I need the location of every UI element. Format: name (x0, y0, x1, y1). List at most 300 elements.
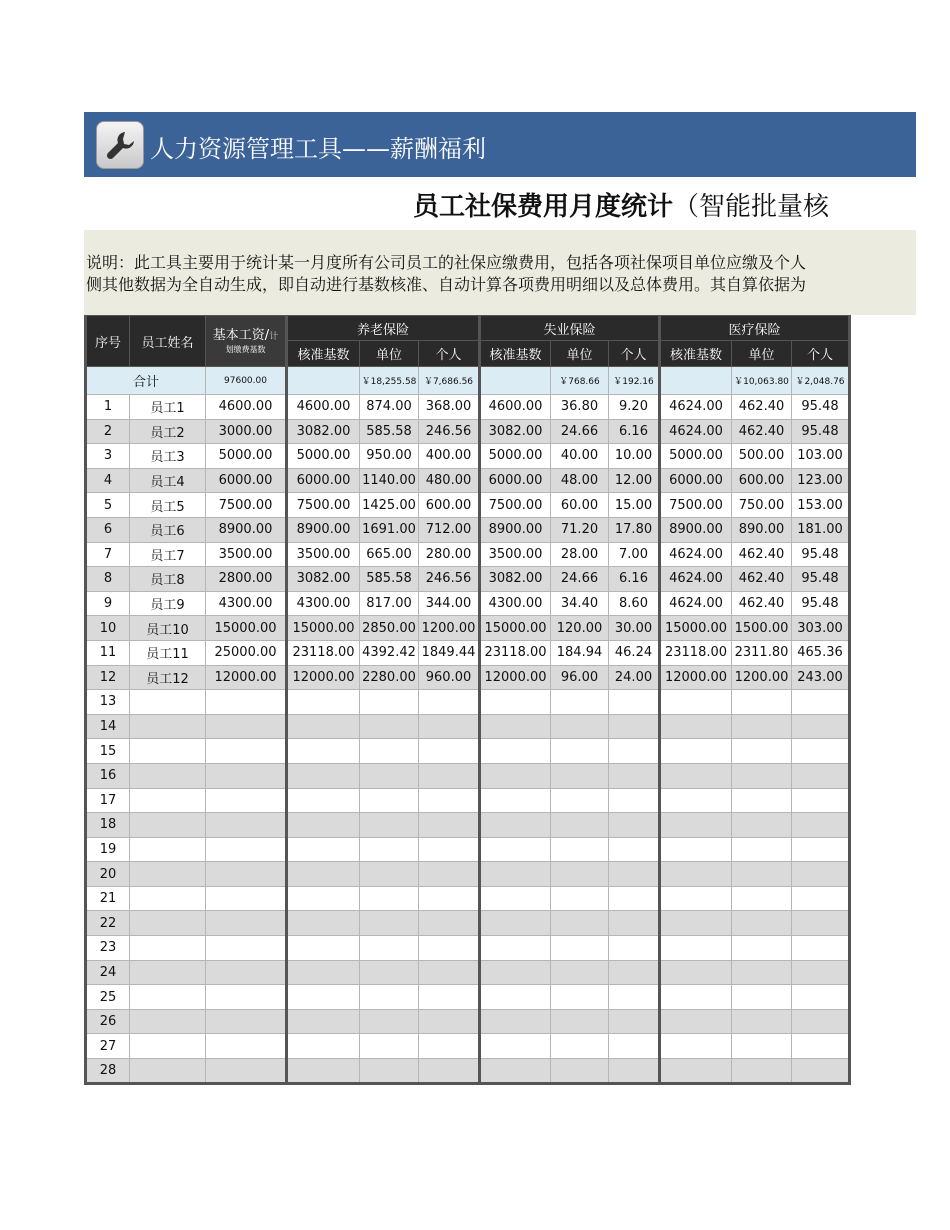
total-unemployment-personal[interactable]: ￥192.16 (609, 367, 660, 395)
cell-pension-base[interactable] (287, 788, 360, 813)
cell-pension-base[interactable]: 15000.00 (287, 616, 360, 641)
cell-pension-base[interactable] (287, 1034, 360, 1059)
cell-salary-base[interactable] (206, 1009, 287, 1034)
cell-name[interactable]: 员工10 (130, 616, 206, 641)
cell-pension-unit[interactable]: 1691.00 (360, 517, 419, 542)
cell-medical-base[interactable] (660, 936, 732, 961)
cell-medical-unit[interactable] (732, 886, 792, 911)
cell-seq[interactable]: 3 (86, 444, 130, 469)
cell-unemployment-base[interactable] (480, 960, 551, 985)
cell-pension-personal[interactable] (419, 985, 480, 1010)
cell-pension-personal[interactable] (419, 862, 480, 887)
cell-pension-unit[interactable] (360, 813, 419, 838)
cell-seq[interactable]: 11 (86, 640, 130, 665)
cell-medical-personal[interactable] (792, 1059, 850, 1084)
cell-pension-base[interactable]: 12000.00 (287, 665, 360, 690)
cell-medical-personal[interactable] (792, 886, 850, 911)
cell-unemployment-unit[interactable]: 34.40 (551, 591, 609, 616)
cell-unemployment-base[interactable]: 8900.00 (480, 517, 551, 542)
cell-seq[interactable]: 16 (86, 763, 130, 788)
cell-pension-base[interactable]: 23118.00 (287, 640, 360, 665)
cell-unemployment-personal[interactable] (609, 936, 660, 961)
cell-salary-base[interactable]: 12000.00 (206, 665, 287, 690)
cell-medical-unit[interactable]: 462.40 (732, 567, 792, 592)
cell-medical-base[interactable] (660, 714, 732, 739)
cell-medical-personal[interactable] (792, 936, 850, 961)
cell-unemployment-base[interactable]: 3082.00 (480, 567, 551, 592)
cell-seq[interactable]: 28 (86, 1059, 130, 1084)
cell-medical-base[interactable]: 23118.00 (660, 640, 732, 665)
cell-pension-personal[interactable] (419, 886, 480, 911)
cell-pension-unit[interactable]: 950.00 (360, 444, 419, 469)
cell-unemployment-unit[interactable]: 48.00 (551, 468, 609, 493)
cell-seq[interactable]: 22 (86, 911, 130, 936)
cell-medical-personal[interactable]: 123.00 (792, 468, 850, 493)
cell-unemployment-personal[interactable]: 10.00 (609, 444, 660, 469)
cell-unemployment-base[interactable] (480, 862, 551, 887)
cell-unemployment-personal[interactable] (609, 886, 660, 911)
cell-pension-base[interactable] (287, 985, 360, 1010)
cell-pension-base[interactable]: 3082.00 (287, 419, 360, 444)
cell-salary-base[interactable] (206, 788, 287, 813)
cell-unemployment-personal[interactable] (609, 763, 660, 788)
cell-salary-base[interactable] (206, 714, 287, 739)
total-medical-unit[interactable]: ￥10,063.80 (732, 367, 792, 395)
cell-unemployment-base[interactable] (480, 690, 551, 715)
cell-pension-unit[interactable] (360, 837, 419, 862)
cell-pension-unit[interactable] (360, 886, 419, 911)
cell-medical-unit[interactable] (732, 739, 792, 764)
cell-medical-unit[interactable]: 1200.00 (732, 665, 792, 690)
total-medical-personal[interactable]: ￥2,048.76 (792, 367, 850, 395)
cell-pension-base[interactable]: 4300.00 (287, 591, 360, 616)
cell-medical-unit[interactable] (732, 788, 792, 813)
cell-medical-base[interactable] (660, 886, 732, 911)
cell-unemployment-base[interactable] (480, 788, 551, 813)
cell-seq[interactable]: 5 (86, 493, 130, 518)
cell-unemployment-personal[interactable] (609, 837, 660, 862)
cell-unemployment-unit[interactable]: 28.00 (551, 542, 609, 567)
cell-seq[interactable]: 21 (86, 886, 130, 911)
cell-salary-base[interactable] (206, 690, 287, 715)
cell-unemployment-personal[interactable]: 24.00 (609, 665, 660, 690)
cell-medical-personal[interactable] (792, 985, 850, 1010)
cell-medical-base[interactable]: 4624.00 (660, 419, 732, 444)
cell-seq[interactable]: 14 (86, 714, 130, 739)
cell-pension-unit[interactable] (360, 739, 419, 764)
cell-seq[interactable]: 10 (86, 616, 130, 641)
cell-unemployment-unit[interactable] (551, 911, 609, 936)
cell-pension-base[interactable] (287, 911, 360, 936)
cell-unemployment-personal[interactable] (609, 714, 660, 739)
total-pension-personal[interactable]: ￥7,686.56 (419, 367, 480, 395)
cell-unemployment-personal[interactable] (609, 690, 660, 715)
cell-medical-base[interactable] (660, 985, 732, 1010)
cell-name[interactable]: 员工7 (130, 542, 206, 567)
cell-pension-base[interactable]: 6000.00 (287, 468, 360, 493)
cell-medical-base[interactable]: 6000.00 (660, 468, 732, 493)
cell-name[interactable] (130, 936, 206, 961)
cell-medical-personal[interactable] (792, 1034, 850, 1059)
cell-medical-base[interactable]: 8900.00 (660, 517, 732, 542)
cell-unemployment-base[interactable] (480, 1009, 551, 1034)
cell-seq[interactable]: 19 (86, 837, 130, 862)
cell-pension-unit[interactable] (360, 763, 419, 788)
cell-name[interactable]: 员工1 (130, 395, 206, 420)
cell-medical-personal[interactable] (792, 788, 850, 813)
cell-salary-base[interactable] (206, 960, 287, 985)
total-base[interactable]: 97600.00 (206, 367, 287, 395)
cell-pension-base[interactable] (287, 1009, 360, 1034)
cell-pension-personal[interactable] (419, 813, 480, 838)
cell-name[interactable]: 员工6 (130, 517, 206, 542)
cell-name[interactable] (130, 763, 206, 788)
cell-unemployment-personal[interactable] (609, 1034, 660, 1059)
cell-medical-base[interactable]: 4624.00 (660, 591, 732, 616)
total-pension-unit[interactable]: ￥18,255.58 (360, 367, 419, 395)
cell-name[interactable] (130, 837, 206, 862)
cell-salary-base[interactable]: 6000.00 (206, 468, 287, 493)
cell-pension-unit[interactable] (360, 960, 419, 985)
cell-unemployment-base[interactable] (480, 1034, 551, 1059)
cell-unemployment-base[interactable]: 6000.00 (480, 468, 551, 493)
cell-name[interactable]: 员工9 (130, 591, 206, 616)
cell-unemployment-unit[interactable]: 96.00 (551, 665, 609, 690)
cell-unemployment-personal[interactable] (609, 862, 660, 887)
cell-medical-base[interactable]: 7500.00 (660, 493, 732, 518)
cell-unemployment-base[interactable]: 5000.00 (480, 444, 551, 469)
cell-salary-base[interactable] (206, 886, 287, 911)
cell-unemployment-unit[interactable] (551, 886, 609, 911)
cell-salary-base[interactable] (206, 813, 287, 838)
cell-salary-base[interactable] (206, 1059, 287, 1084)
cell-unemployment-personal[interactable]: 12.00 (609, 468, 660, 493)
cell-unemployment-personal[interactable]: 6.16 (609, 419, 660, 444)
cell-medical-base[interactable]: 4624.00 (660, 395, 732, 420)
cell-name[interactable]: 员工5 (130, 493, 206, 518)
cell-unemployment-base[interactable]: 4600.00 (480, 395, 551, 420)
cell-pension-personal[interactable] (419, 690, 480, 715)
cell-unemployment-unit[interactable] (551, 1059, 609, 1084)
cell-name[interactable]: 员工3 (130, 444, 206, 469)
cell-salary-base[interactable]: 4600.00 (206, 395, 287, 420)
cell-pension-base[interactable] (287, 837, 360, 862)
cell-pension-personal[interactable] (419, 837, 480, 862)
cell-name[interactable] (130, 862, 206, 887)
cell-unemployment-unit[interactable] (551, 1009, 609, 1034)
cell-medical-base[interactable] (660, 1034, 732, 1059)
cell-unemployment-personal[interactable] (609, 985, 660, 1010)
cell-pension-unit[interactable]: 817.00 (360, 591, 419, 616)
cell-pension-personal[interactable] (419, 1059, 480, 1084)
cell-salary-base[interactable]: 3000.00 (206, 419, 287, 444)
cell-salary-base[interactable] (206, 936, 287, 961)
cell-name[interactable] (130, 1059, 206, 1084)
cell-medical-base[interactable]: 5000.00 (660, 444, 732, 469)
cell-medical-unit[interactable]: 600.00 (732, 468, 792, 493)
cell-unemployment-unit[interactable] (551, 985, 609, 1010)
cell-pension-unit[interactable]: 585.58 (360, 567, 419, 592)
cell-salary-base[interactable] (206, 763, 287, 788)
cell-unemployment-unit[interactable]: 120.00 (551, 616, 609, 641)
cell-salary-base[interactable]: 4300.00 (206, 591, 287, 616)
cell-pension-unit[interactable]: 2850.00 (360, 616, 419, 641)
cell-unemployment-personal[interactable]: 30.00 (609, 616, 660, 641)
cell-unemployment-personal[interactable]: 46.24 (609, 640, 660, 665)
cell-salary-base[interactable] (206, 1034, 287, 1059)
cell-salary-base[interactable]: 3500.00 (206, 542, 287, 567)
cell-salary-base[interactable]: 25000.00 (206, 640, 287, 665)
cell-seq[interactable]: 18 (86, 813, 130, 838)
cell-pension-base[interactable]: 5000.00 (287, 444, 360, 469)
cell-unemployment-base[interactable]: 7500.00 (480, 493, 551, 518)
cell-medical-base[interactable] (660, 813, 732, 838)
cell-pension-personal[interactable] (419, 1034, 480, 1059)
cell-pension-unit[interactable] (360, 690, 419, 715)
cell-pension-base[interactable] (287, 813, 360, 838)
cell-medical-base[interactable]: 4624.00 (660, 567, 732, 592)
cell-medical-unit[interactable] (732, 985, 792, 1010)
cell-unemployment-unit[interactable] (551, 739, 609, 764)
cell-name[interactable] (130, 985, 206, 1010)
cell-pension-personal[interactable]: 344.00 (419, 591, 480, 616)
cell-pension-unit[interactable]: 1140.00 (360, 468, 419, 493)
cell-pension-unit[interactable] (360, 714, 419, 739)
cell-unemployment-base[interactable] (480, 813, 551, 838)
cell-pension-base[interactable] (287, 1059, 360, 1084)
cell-pension-base[interactable]: 3082.00 (287, 567, 360, 592)
cell-medical-unit[interactable]: 1500.00 (732, 616, 792, 641)
cell-medical-personal[interactable]: 181.00 (792, 517, 850, 542)
cell-unemployment-personal[interactable]: 6.16 (609, 567, 660, 592)
cell-name[interactable] (130, 960, 206, 985)
cell-unemployment-unit[interactable] (551, 690, 609, 715)
cell-medical-unit[interactable] (732, 763, 792, 788)
cell-pension-personal[interactable]: 280.00 (419, 542, 480, 567)
cell-medical-base[interactable] (660, 690, 732, 715)
cell-unemployment-unit[interactable] (551, 1034, 609, 1059)
cell-medical-base[interactable] (660, 1009, 732, 1034)
cell-unemployment-unit[interactable] (551, 788, 609, 813)
cell-unemployment-base[interactable]: 4300.00 (480, 591, 551, 616)
cell-pension-unit[interactable]: 665.00 (360, 542, 419, 567)
cell-pension-personal[interactable]: 600.00 (419, 493, 480, 518)
cell-unemployment-base[interactable] (480, 714, 551, 739)
cell-medical-base[interactable] (660, 862, 732, 887)
cell-pension-personal[interactable]: 246.56 (419, 567, 480, 592)
cell-medical-personal[interactable]: 95.48 (792, 419, 850, 444)
cell-medical-personal[interactable] (792, 862, 850, 887)
cell-unemployment-personal[interactable] (609, 788, 660, 813)
cell-medical-base[interactable] (660, 763, 732, 788)
cell-pension-unit[interactable]: 2280.00 (360, 665, 419, 690)
cell-pension-base[interactable] (287, 763, 360, 788)
cell-medical-unit[interactable]: 2311.80 (732, 640, 792, 665)
cell-pension-base[interactable] (287, 936, 360, 961)
cell-medical-personal[interactable]: 95.48 (792, 542, 850, 567)
cell-medical-personal[interactable] (792, 837, 850, 862)
cell-unemployment-base[interactable] (480, 985, 551, 1010)
cell-pension-personal[interactable] (419, 788, 480, 813)
cell-medical-personal[interactable] (792, 714, 850, 739)
cell-pension-personal[interactable] (419, 936, 480, 961)
cell-pension-personal[interactable]: 712.00 (419, 517, 480, 542)
cell-pension-base[interactable] (287, 886, 360, 911)
cell-name[interactable] (130, 739, 206, 764)
cell-pension-base[interactable]: 3500.00 (287, 542, 360, 567)
cell-name[interactable]: 员工8 (130, 567, 206, 592)
cell-unemployment-base[interactable]: 15000.00 (480, 616, 551, 641)
cell-unemployment-personal[interactable] (609, 739, 660, 764)
cell-unemployment-base[interactable]: 23118.00 (480, 640, 551, 665)
cell-medical-base[interactable]: 12000.00 (660, 665, 732, 690)
cell-salary-base[interactable] (206, 985, 287, 1010)
cell-salary-base[interactable] (206, 911, 287, 936)
cell-medical-base[interactable]: 15000.00 (660, 616, 732, 641)
cell-medical-unit[interactable]: 462.40 (732, 542, 792, 567)
cell-pension-personal[interactable]: 480.00 (419, 468, 480, 493)
cell-medical-personal[interactable]: 303.00 (792, 616, 850, 641)
cell-medical-personal[interactable]: 95.48 (792, 395, 850, 420)
cell-medical-personal[interactable] (792, 1009, 850, 1034)
cell-seq[interactable]: 24 (86, 960, 130, 985)
cell-name[interactable] (130, 911, 206, 936)
cell-medical-personal[interactable]: 465.36 (792, 640, 850, 665)
cell-seq[interactable]: 12 (86, 665, 130, 690)
cell-pension-personal[interactable] (419, 960, 480, 985)
cell-medical-personal[interactable]: 243.00 (792, 665, 850, 690)
cell-medical-personal[interactable] (792, 690, 850, 715)
cell-pension-unit[interactable] (360, 862, 419, 887)
cell-unemployment-personal[interactable] (609, 1059, 660, 1084)
cell-seq[interactable]: 23 (86, 936, 130, 961)
cell-name[interactable]: 员工2 (130, 419, 206, 444)
cell-seq[interactable]: 26 (86, 1009, 130, 1034)
cell-unemployment-unit[interactable] (551, 813, 609, 838)
cell-pension-base[interactable] (287, 690, 360, 715)
cell-seq[interactable]: 2 (86, 419, 130, 444)
cell-pension-base[interactable]: 4600.00 (287, 395, 360, 420)
total-label[interactable]: 合计 (86, 367, 206, 395)
cell-pension-base[interactable] (287, 862, 360, 887)
cell-pension-base[interactable] (287, 960, 360, 985)
cell-medical-base[interactable]: 4624.00 (660, 542, 732, 567)
cell-salary-base[interactable] (206, 837, 287, 862)
cell-medical-base[interactable] (660, 960, 732, 985)
cell-unemployment-personal[interactable]: 17.80 (609, 517, 660, 542)
cell-name[interactable] (130, 1009, 206, 1034)
cell-unemployment-base[interactable] (480, 763, 551, 788)
cell-medical-unit[interactable] (732, 1009, 792, 1034)
cell-medical-personal[interactable] (792, 813, 850, 838)
cell-unemployment-personal[interactable]: 7.00 (609, 542, 660, 567)
cell-unemployment-base[interactable] (480, 837, 551, 862)
cell-medical-unit[interactable]: 750.00 (732, 493, 792, 518)
cell-medical-unit[interactable]: 462.40 (732, 395, 792, 420)
cell-salary-base[interactable]: 8900.00 (206, 517, 287, 542)
cell-pension-base[interactable] (287, 714, 360, 739)
cell-salary-base[interactable]: 15000.00 (206, 616, 287, 641)
cell-pension-personal[interactable]: 246.56 (419, 419, 480, 444)
cell-unemployment-base[interactable]: 3500.00 (480, 542, 551, 567)
cell-unemployment-base[interactable] (480, 739, 551, 764)
cell-unemployment-unit[interactable]: 71.20 (551, 517, 609, 542)
cell-pension-personal[interactable] (419, 714, 480, 739)
cell-seq[interactable]: 7 (86, 542, 130, 567)
cell-medical-base[interactable] (660, 739, 732, 764)
cell-pension-personal[interactable] (419, 1009, 480, 1034)
cell-unemployment-personal[interactable]: 8.60 (609, 591, 660, 616)
cell-unemployment-unit[interactable] (551, 862, 609, 887)
cell-unemployment-personal[interactable]: 9.20 (609, 395, 660, 420)
cell-name[interactable] (130, 1034, 206, 1059)
cell-name[interactable] (130, 788, 206, 813)
cell-unemployment-personal[interactable] (609, 960, 660, 985)
cell-medical-personal[interactable] (792, 763, 850, 788)
cell-unemployment-base[interactable] (480, 936, 551, 961)
cell-unemployment-personal[interactable]: 15.00 (609, 493, 660, 518)
cell-unemployment-base[interactable] (480, 1059, 551, 1084)
cell-name[interactable] (130, 714, 206, 739)
cell-pension-unit[interactable] (360, 936, 419, 961)
cell-unemployment-unit[interactable] (551, 936, 609, 961)
cell-pension-base[interactable]: 8900.00 (287, 517, 360, 542)
cell-medical-personal[interactable] (792, 739, 850, 764)
cell-seq[interactable]: 1 (86, 395, 130, 420)
cell-unemployment-personal[interactable] (609, 911, 660, 936)
cell-medical-unit[interactable]: 500.00 (732, 444, 792, 469)
cell-unemployment-base[interactable]: 3082.00 (480, 419, 551, 444)
cell-medical-unit[interactable] (732, 862, 792, 887)
cell-seq[interactable]: 25 (86, 985, 130, 1010)
cell-salary-base[interactable]: 2800.00 (206, 567, 287, 592)
cell-pension-unit[interactable] (360, 911, 419, 936)
cell-medical-unit[interactable] (732, 911, 792, 936)
cell-pension-unit[interactable]: 585.58 (360, 419, 419, 444)
cell-unemployment-unit[interactable]: 184.94 (551, 640, 609, 665)
cell-pension-personal[interactable]: 400.00 (419, 444, 480, 469)
cell-pension-unit[interactable] (360, 788, 419, 813)
cell-unemployment-unit[interactable] (551, 714, 609, 739)
cell-pension-personal[interactable] (419, 911, 480, 936)
cell-medical-unit[interactable] (732, 1059, 792, 1084)
cell-unemployment-base[interactable] (480, 911, 551, 936)
cell-pension-unit[interactable] (360, 1009, 419, 1034)
cell-name[interactable]: 员工11 (130, 640, 206, 665)
cell-seq[interactable]: 6 (86, 517, 130, 542)
cell-salary-base[interactable]: 7500.00 (206, 493, 287, 518)
cell-pension-personal[interactable] (419, 763, 480, 788)
cell-medical-unit[interactable] (732, 960, 792, 985)
cell-medical-base[interactable] (660, 788, 732, 813)
cell-unemployment-unit[interactable]: 24.66 (551, 419, 609, 444)
cell-medical-unit[interactable]: 462.40 (732, 419, 792, 444)
cell-name[interactable] (130, 690, 206, 715)
cell-name[interactable]: 员工12 (130, 665, 206, 690)
cell-pension-unit[interactable] (360, 1034, 419, 1059)
cell-seq[interactable]: 4 (86, 468, 130, 493)
cell-medical-base[interactable] (660, 911, 732, 936)
cell-medical-unit[interactable]: 462.40 (732, 591, 792, 616)
total-unemployment-unit[interactable]: ￥768.66 (551, 367, 609, 395)
cell-seq[interactable]: 9 (86, 591, 130, 616)
cell-seq[interactable]: 27 (86, 1034, 130, 1059)
cell-pension-personal[interactable]: 368.00 (419, 395, 480, 420)
cell-medical-personal[interactable] (792, 960, 850, 985)
cell-name[interactable] (130, 886, 206, 911)
cell-unemployment-base[interactable] (480, 886, 551, 911)
cell-medical-base[interactable] (660, 1059, 732, 1084)
